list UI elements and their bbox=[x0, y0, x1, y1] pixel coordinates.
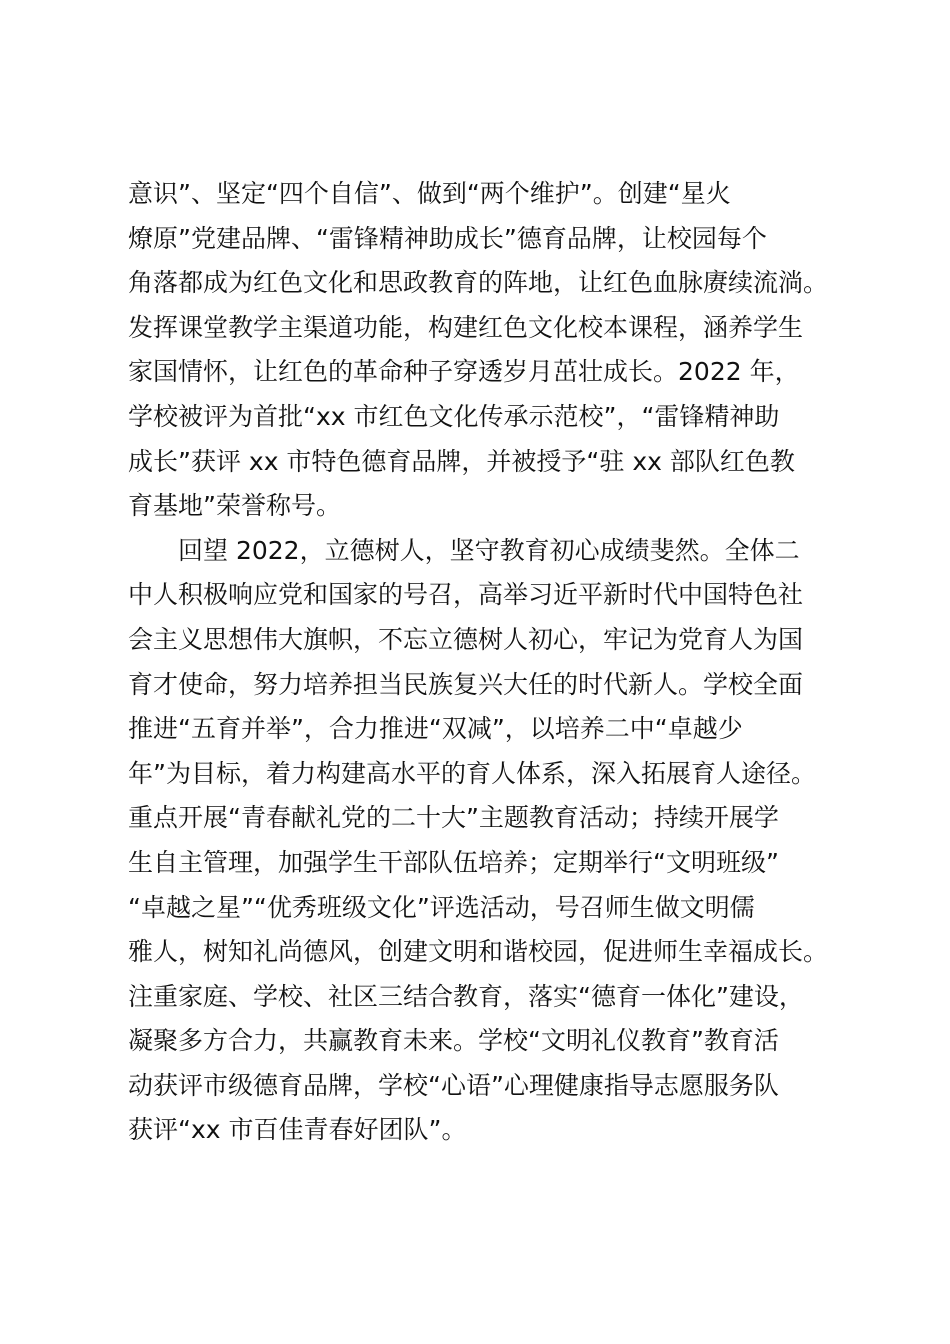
text-line: “卓越之星”“优秀班级文化”评选活动，号召师生做文明儒 bbox=[128, 892, 755, 922]
text-line: 意识”、坚定“四个自信”、做到“两个维护”。创建“星火 bbox=[128, 179, 731, 208]
text-line: 雅人，树知礼尚德风，创建文明和谐校园，促进师生幸福成长。 bbox=[128, 937, 829, 967]
text-line: 生自主管理，加强学生干部队伍培养；定期举行“文明班级” bbox=[128, 847, 779, 877]
text-line: 中人积极响应党和国家的号召，高举习近平新时代中国特色社 bbox=[128, 580, 804, 610]
text-line: 会主义思想伟大旗帜，不忘立德树人初心，牢记为党育人为国 bbox=[128, 624, 804, 654]
body-text bbox=[128, 172, 853, 1153]
text-line: 回望 2022，立德树人，坚守教育初心成绩斐然。全体二 bbox=[178, 535, 800, 565]
text-line: 学校被评为首批“xx 市红色文化传承示范校”，“雷锋精神助 bbox=[128, 401, 780, 431]
text-line: 发挥课堂教学主渠道功能，构建红色文化校本课程，涵养学生 bbox=[128, 312, 804, 342]
text-line: 燎原”党建品牌、“雷锋精神助成长”德育品牌，让校园每个 bbox=[128, 223, 767, 253]
text-line: 动获评市级德育品牌，学校“心语”心理健康指导志愿服务队 bbox=[128, 1070, 779, 1100]
text-line: 重点开展“青春献礼党的二十大”主题教育活动；持续开展学 bbox=[128, 803, 779, 833]
text-line: 家国情怀，让红色的革命种子穿透岁月茁壮成长。2022 年， bbox=[128, 357, 800, 387]
text-line: 凝聚多方合力，共赢教育未来。学校“文明礼仪教育”教育活 bbox=[128, 1026, 779, 1056]
text-line: 成长”获评 xx 市特色德育品牌，并被授予“驻 xx 部队红色教 bbox=[128, 446, 795, 476]
text-line: 推进“五育并举”，合力推进“双减”，以培养二中“卓越少 bbox=[128, 714, 743, 744]
text-line: 注重家庭、学校、社区三结合教育，落实“德育一体化”建设， bbox=[128, 981, 804, 1011]
paragraph-1 bbox=[128, 172, 853, 529]
paragraph-2 bbox=[128, 529, 853, 1153]
text-line: 获评“xx 市百佳青春好团队”。 bbox=[128, 1115, 467, 1145]
text-line: 育才使命，努力培养担当民族复兴大任的时代新人。学校全面 bbox=[128, 669, 804, 699]
text-line: 年”为目标，着力构建高水平的育人体系，深入拓展育人途径。 bbox=[128, 758, 816, 788]
text-line: 育基地”荣誉称号。 bbox=[128, 491, 341, 521]
text-line: 角落都成为红色文化和思政教育的阵地，让红色血脉赓续流淌。 bbox=[128, 268, 829, 298]
